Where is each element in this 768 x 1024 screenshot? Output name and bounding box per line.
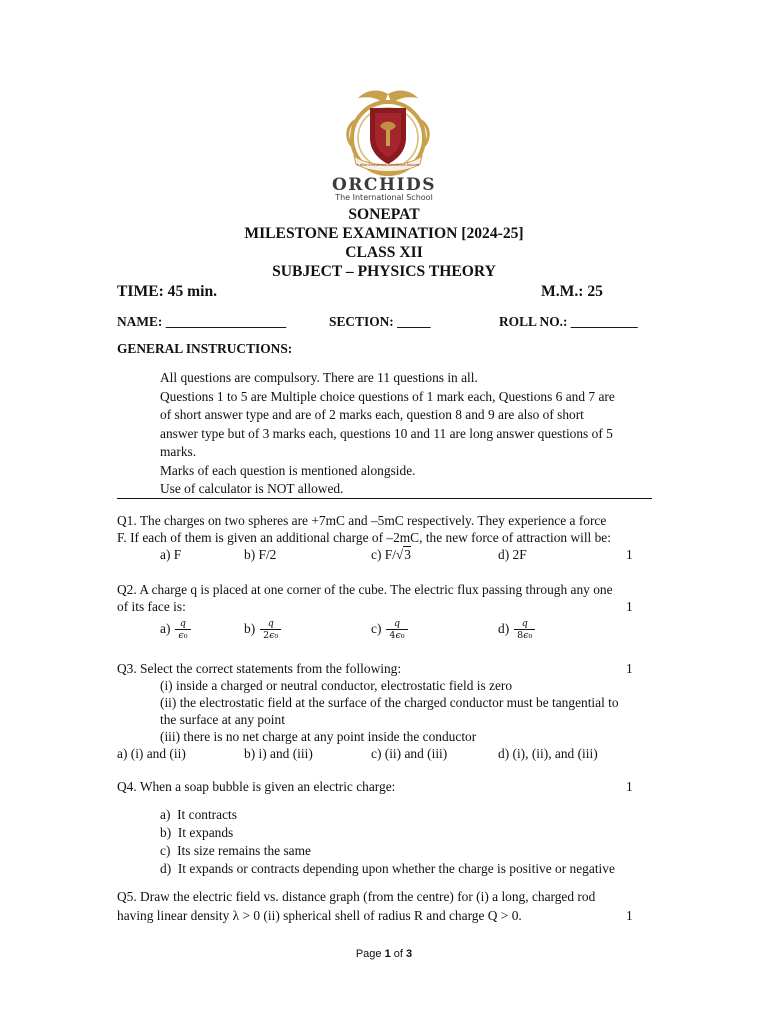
q1-text-line2: F. If each of them is given an additional charge of –2mC, the new force of attraction will be:: [117, 530, 611, 545]
q3-statement-1: (i) inside a charged or neutral conductor, electrostatic field is zero: [160, 678, 513, 693]
q2-option-c-fraction: [386, 618, 407, 641]
fraction-denominator: ϵ₀: [178, 629, 188, 641]
instruction-line: Questions 1 to 5 are Multiple choice questions of 1 mark each, Questions 6 and 7 are: [160, 388, 615, 404]
q5-text-line2: having linear density λ > 0 (ii) spherical shell of radius R and charge Q > 0.: [117, 908, 522, 923]
exam-city: SONEPAT: [348, 206, 420, 223]
q4-option-d: d) It expands or contracts depending upon whether the charge is positive or negative: [160, 861, 615, 876]
q2-option-a-fraction: [175, 618, 190, 641]
logo-torch-icon: [386, 130, 390, 146]
q2-text-line2: of its face is:: [117, 599, 186, 614]
max-marks: M.M.: 25: [541, 283, 603, 300]
brand-tagline: The International School: [335, 193, 433, 202]
q2-text-line1: Q2. A charge q is placed at one corner of the cube. The electric flux passing through any one: [117, 582, 613, 597]
exam-class: CLASS XII: [345, 244, 423, 261]
q1-option-a: a) F: [160, 547, 182, 562]
q2-option-c: [371, 612, 408, 646]
instructions-list: [160, 369, 615, 499]
q5-marks: 1: [626, 908, 633, 923]
q2-option-d: [498, 612, 535, 646]
roll-field-label: ROLL NO.: __________: [499, 314, 638, 329]
school-logo: [340, 86, 436, 182]
q2-option-b-fraction: [260, 618, 281, 641]
q2-option-d-fraction: [514, 618, 535, 641]
instruction-line: marks.: [160, 444, 197, 459]
fraction-numerator: q: [175, 618, 190, 630]
q1-text-line1: Q1. The charges on two spheres are +7mC and –5mC respectively. They experience a force: [117, 513, 607, 528]
q2-marks: 1: [626, 599, 633, 614]
q4-text: Q4. When a soap bubble is given an electric charge:: [117, 779, 396, 794]
q3-option-b: b) i) and (iii): [244, 746, 313, 761]
instructions-title: GENERAL INSTRUCTIONS:: [117, 341, 293, 356]
q3-statement-2-cont: the surface at any point: [160, 712, 285, 727]
exam-subject: SUBJECT – PHYSICS THEORY: [272, 263, 496, 280]
q4-option-c: c) Its size remains the same: [160, 843, 311, 858]
exam-time: TIME: 45 min.: [117, 283, 218, 300]
logo-motto-text: A Wise Investment, Excellence Assured: [356, 163, 420, 167]
q3-text: Q3. Select the correct statements from the following:: [117, 661, 402, 676]
fraction-denominator: 4ϵ₀: [389, 629, 405, 641]
q2-option-b: [244, 612, 281, 646]
instruction-line: of short answer type and are of 2 marks each, question 8 and 9 are also of short: [160, 407, 584, 422]
section-field-label: SECTION: _____: [329, 314, 431, 329]
q4-marks: 1: [626, 779, 633, 794]
q2-option-a: [160, 612, 191, 646]
instruction-line: Use of calculator is NOT allowed.: [160, 481, 344, 496]
instruction-line: Marks of each question is mentioned alongside.: [160, 462, 416, 478]
q3-option-a: a) (i) and (ii): [117, 746, 186, 761]
fraction-numerator: q: [386, 618, 407, 630]
q3-statement-3: (iii) there is no net charge at any point inside the conductor: [160, 729, 477, 744]
q1-option-c-radicand: 3: [404, 547, 411, 562]
q1-option-b: b) F/2: [244, 547, 277, 562]
q3-marks: 1: [626, 661, 633, 676]
instruction-line: answer type but of 3 marks each, questions 10 and 11 are long answer questions of 5: [160, 425, 613, 441]
name-field-label: NAME: __________________: [117, 314, 287, 329]
q5-text-line1: Q5. Draw the electric field vs. distance graph (from the centre) for (i) a long, charged rod: [117, 889, 596, 904]
q2-option-d-label: d): [498, 621, 510, 637]
section-divider: [117, 498, 652, 499]
q2-option-a-label: a): [160, 621, 171, 637]
q1-option-d: d) 2F: [498, 547, 527, 562]
q1-option-c: [371, 546, 411, 563]
q4-option-a: a) It contracts: [160, 807, 237, 822]
fraction-numerator: q: [260, 618, 281, 630]
q4-option-b: b) It expands: [160, 825, 234, 840]
fraction-denominator: 8ϵ₀: [517, 629, 533, 641]
q2-option-c-label: c): [371, 621, 382, 637]
q1-marks: 1: [626, 547, 633, 562]
instruction-line: All questions are compulsory. There are 11 questions in all.: [160, 370, 478, 385]
q3-option-c: c) (ii) and (iii): [371, 746, 448, 761]
exam-title: MILESTONE EXAMINATION [2024-25]: [244, 225, 524, 242]
brand-name: ORCHIDS: [332, 175, 436, 195]
page-number: Page 1 of 3: [355, 948, 413, 960]
fraction-numerator: q: [514, 618, 535, 630]
q3-statement-2: (ii) the electrostatic field at the surface of the charged conductor must be tangential to: [160, 695, 619, 710]
q2-option-b-label: b): [244, 621, 256, 637]
fraction-denominator: 2ϵ₀: [263, 629, 279, 641]
q3-option-d: d) (i), (ii), and (iii): [498, 746, 598, 761]
q1-option-c-prefix: c) F/√: [371, 547, 404, 562]
